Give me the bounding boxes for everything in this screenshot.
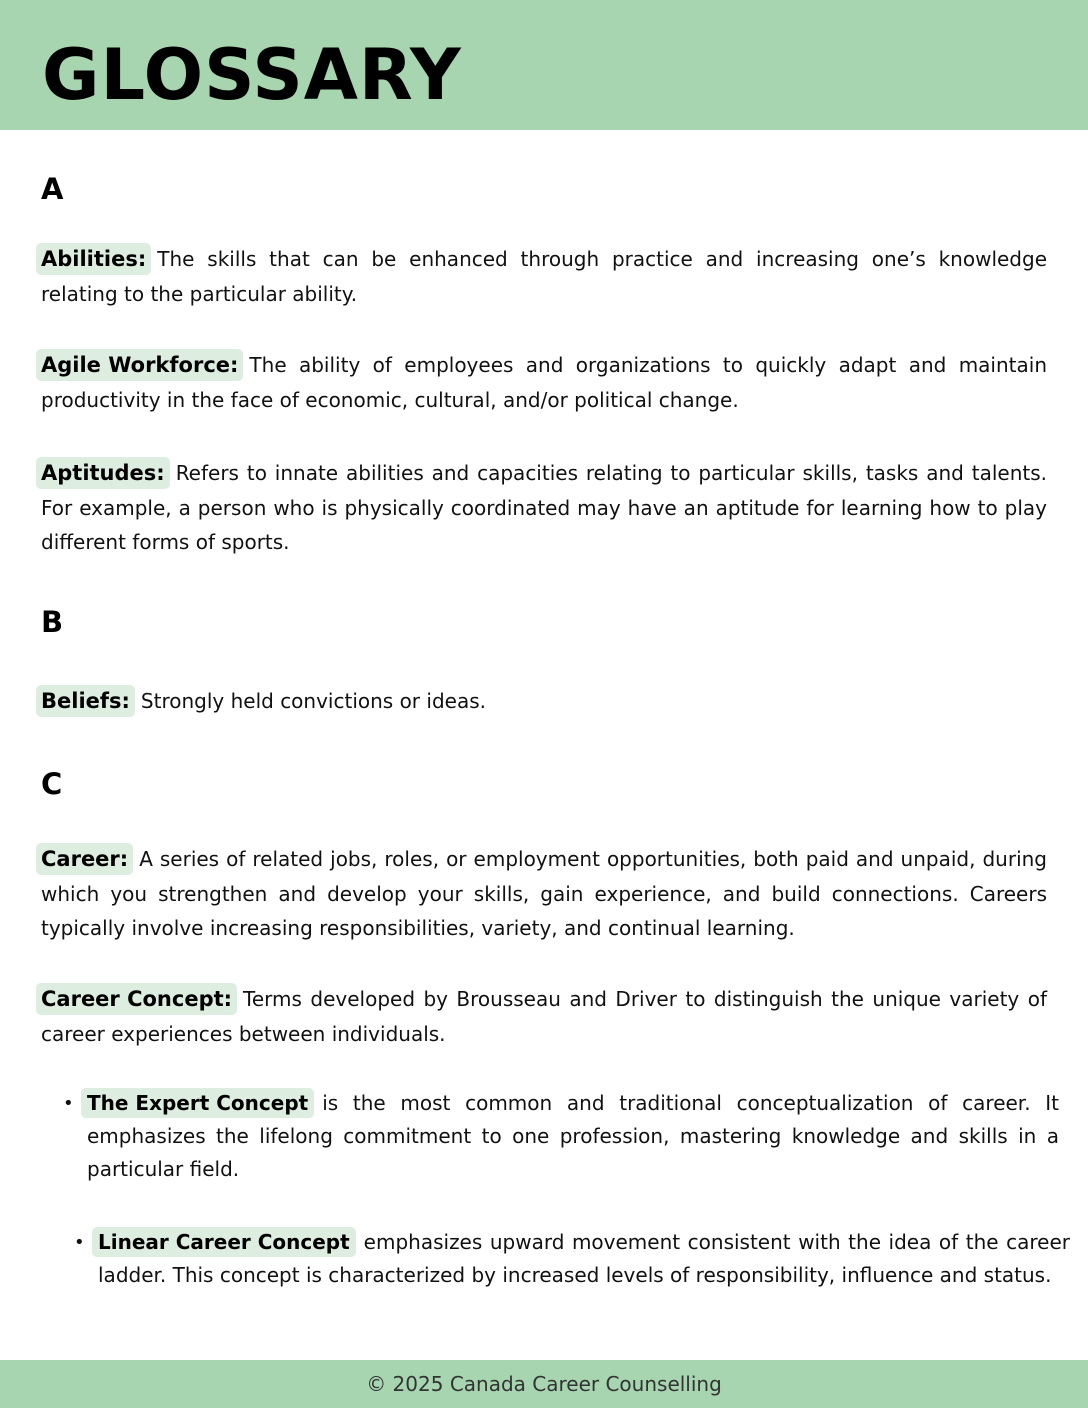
glossary-definition: Terms developed by Brousseau and Driver to distinguish the unique variety of career experiences between individuals.: [41, 987, 1047, 1046]
section-letter-b: B: [41, 605, 64, 639]
concept-term: The Expert Concept: [81, 1088, 314, 1118]
glossary-term: Abilities:: [36, 243, 151, 275]
glossary-definition: The skills that can be enhanced through practice and increasing one’s knowledge relating to the particular ability.: [41, 247, 1047, 306]
footer-copyright: © 2025 Canada Career Counselling: [366, 1372, 722, 1396]
bullet-dot: •: [74, 1232, 85, 1253]
glossary-entry-agile-workforce: [41, 348, 1047, 417]
concept-description: emphasizes upward movement consistent with the idea of the career ladder. This concept is characterized by increased levels of responsibility, influence and status.: [98, 1230, 1070, 1287]
concept-term: Linear Career Concept: [92, 1227, 356, 1257]
header-band: [0, 0, 1088, 130]
glossary-definition: Strongly held convictions or ideas.: [140, 689, 486, 713]
glossary-term: Agile Workforce:: [36, 349, 243, 381]
bullet-item-expert-concept: [63, 1087, 1059, 1186]
glossary-term: Career:: [36, 843, 133, 875]
section-letter-a: A: [41, 172, 64, 206]
glossary-definition: Refers to innate abilities and capacities relating to particular skills, tasks and talents. For example, a person who is physically coordinated may have an aptitude for learning how to play different forms of sports.: [41, 461, 1047, 554]
glossary-entry-career-concept: [41, 982, 1047, 1051]
bullet-dot: •: [63, 1093, 74, 1114]
concept-description: is the most common and traditional conceptualization of career. It emphasizes the lifelong commitment to one profession, mastering knowledge and skills in a particular field.: [87, 1091, 1059, 1181]
glossary-term: Career Concept:: [36, 983, 237, 1015]
glossary-entry-aptitudes: [41, 456, 1047, 560]
glossary-definition: A series of related jobs, roles, or employment opportunities, both paid and unpaid, during which you strengthen and develop your skills, gain experience, and build connections. Careers typically involve increasing responsibilities, variety, and continual learning.: [41, 847, 1047, 940]
glossary-entry-beliefs: [41, 684, 1047, 719]
glossary-entry-career: [41, 842, 1047, 946]
glossary-definition: The ability of employees and organizations to quickly adapt and maintain productivity in the face of economic, cultural, and/or political change.: [41, 353, 1047, 412]
section-letter-c: C: [41, 767, 63, 801]
bullet-item-linear-career-concept: [74, 1226, 1070, 1292]
page-title: GLOSSARY: [42, 34, 462, 116]
glossary-entry-abilities: [41, 242, 1047, 311]
footer-band: [0, 1360, 1088, 1408]
glossary-term: Beliefs:: [36, 685, 135, 717]
glossary-term: Aptitudes:: [36, 457, 170, 489]
